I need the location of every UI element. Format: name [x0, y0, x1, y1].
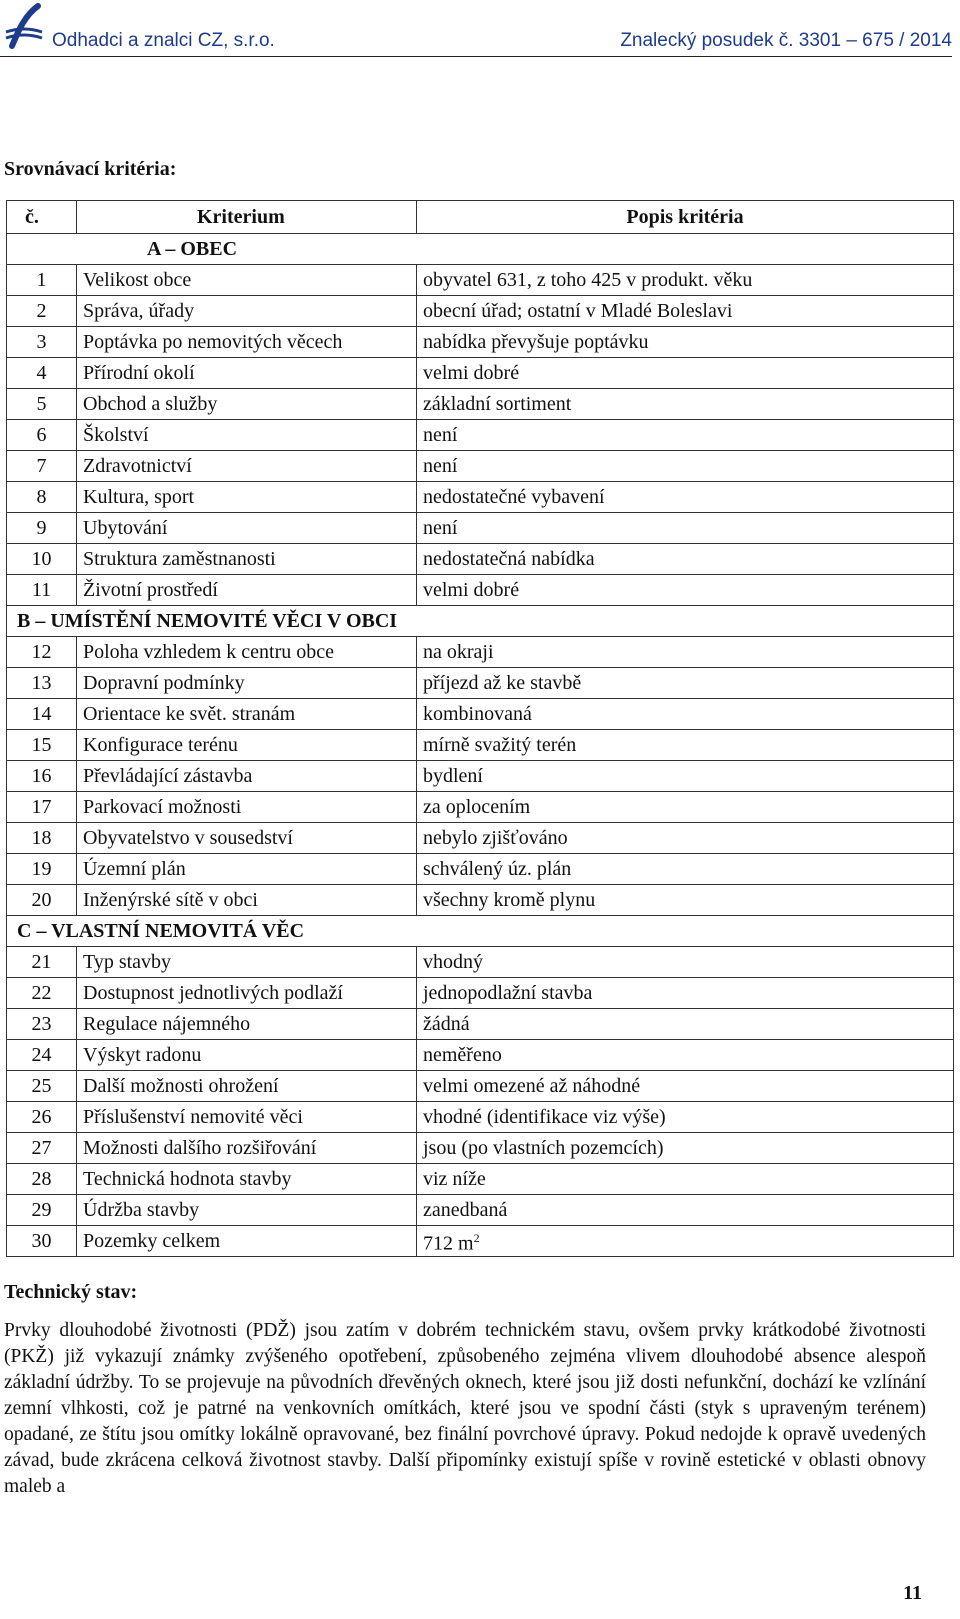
table-row [7, 1102, 954, 1133]
criterion-description [417, 885, 954, 916]
criterion-name: Přírodní okolí [77, 358, 417, 389]
criterion-name: Školství [77, 420, 417, 451]
criterion-name: Pozemky celkem [77, 1226, 417, 1257]
column-header-criterion: Kriterium [77, 201, 417, 234]
description-text: za oplocením [423, 796, 531, 818]
description-text: velmi omezené až náhodné [423, 1075, 641, 1097]
criterion-name: Orientace ke svět. stranám [77, 699, 417, 730]
column-header-description: Popis kritéria [417, 201, 954, 234]
criterion-name: Zdravotnictví [77, 451, 417, 482]
description-text: vhodný [423, 951, 483, 973]
table-row [7, 265, 954, 296]
criterion-name: Velikost obce [77, 265, 417, 296]
criterion-description [417, 575, 954, 606]
description-text: zanedbaná [423, 1199, 508, 1221]
row-number: 30 [7, 1226, 77, 1257]
row-number: 25 [7, 1071, 77, 1102]
criterion-description [417, 1226, 954, 1257]
criterion-name: Příslušenství nemovité věci [77, 1102, 417, 1133]
criterion-name: Obyvatelstvo v sousedství [77, 823, 417, 854]
table-row [7, 978, 954, 1009]
criterion-name: Inženýrské sítě v obci [77, 885, 417, 916]
criterion-description [417, 451, 954, 482]
description-text: není [423, 455, 458, 477]
column-header-number: č. [7, 201, 77, 234]
table-row [7, 420, 954, 451]
description-text: jednopodlažní stavba [423, 982, 593, 1004]
table-row [7, 1164, 954, 1195]
criterion-name: Parkovací možnosti [77, 792, 417, 823]
description-text: všechny kromě plynu [423, 889, 596, 911]
table-row [7, 513, 954, 544]
description-text: nebylo zjišťováno [423, 827, 568, 849]
row-number: 7 [7, 451, 77, 482]
description-text: mírně svažitý terén [423, 734, 577, 756]
criterion-name: Možnosti dalšího rozšiřování [77, 1133, 417, 1164]
criterion-description [417, 792, 954, 823]
row-number: 20 [7, 885, 77, 916]
criterion-description [417, 1133, 954, 1164]
description-text: žádná [423, 1013, 470, 1035]
row-number: 10 [7, 544, 77, 575]
row-number: 27 [7, 1133, 77, 1164]
criterion-name: Struktura zaměstnanosti [77, 544, 417, 575]
criterion-description [417, 1195, 954, 1226]
criterion-description [417, 1071, 954, 1102]
table-row [7, 544, 954, 575]
row-number: 17 [7, 792, 77, 823]
criterion-name: Převládající zástavba [77, 761, 417, 792]
row-number: 23 [7, 1009, 77, 1040]
criterion-description [417, 823, 954, 854]
criterion-name: Dopravní podmínky [77, 668, 417, 699]
table-row [7, 885, 954, 916]
row-number: 21 [7, 947, 77, 978]
row-number: 29 [7, 1195, 77, 1226]
description-text: velmi dobré [423, 579, 520, 601]
description-text: neměřeno [423, 1044, 502, 1066]
criterion-description [417, 389, 954, 420]
description-text: velmi dobré [423, 362, 520, 384]
table-row [7, 854, 954, 885]
row-number: 4 [7, 358, 77, 389]
table-row [7, 699, 954, 730]
comparison-criteria-title: Srovnávací kritéria: [4, 158, 177, 180]
company-logo-icon [4, 2, 44, 52]
criterion-name: Typ stavby [77, 947, 417, 978]
criterion-name: Dostupnost jednotlivých podlaží [77, 978, 417, 1009]
row-number: 24 [7, 1040, 77, 1071]
table-row [7, 1226, 954, 1257]
description-text: není [423, 424, 458, 446]
description-text: vhodné (identifikace viz výše) [423, 1106, 666, 1128]
row-number: 22 [7, 978, 77, 1009]
table-row [7, 482, 954, 513]
row-number: 9 [7, 513, 77, 544]
criterion-name: Kultura, sport [77, 482, 417, 513]
criterion-name: Technická hodnota stavby [77, 1164, 417, 1195]
row-number: 12 [7, 637, 77, 668]
row-number: 14 [7, 699, 77, 730]
description-text: základní sortiment [423, 393, 572, 415]
description-text: nedostatečné vybavení [423, 486, 605, 508]
criterion-description [417, 482, 954, 513]
row-number: 26 [7, 1102, 77, 1133]
description-text: schválený úz. plán [423, 858, 572, 880]
criterion-name: Územní plán [77, 854, 417, 885]
row-number: 1 [7, 265, 77, 296]
criterion-description [417, 265, 954, 296]
criterion-description [417, 513, 954, 544]
description-text: příjezd až ke stavbě [423, 672, 582, 694]
table-row [7, 947, 954, 978]
table-row [7, 1195, 954, 1226]
group-a-rows [7, 265, 954, 606]
description-text: není [423, 517, 458, 539]
group-b-rows [7, 637, 954, 916]
group-a-label: A – OBEC [7, 234, 954, 265]
row-number: 6 [7, 420, 77, 451]
criterion-name: Výskyt radonu [77, 1040, 417, 1071]
criterion-name: Poptávka po nemovitých věcech [77, 327, 417, 358]
table-header-row [7, 201, 954, 234]
row-number: 28 [7, 1164, 77, 1195]
report-number: Znalecký posudek č. 3301 – 675 / 2014 [620, 30, 952, 51]
table-row [7, 1071, 954, 1102]
criterion-description [417, 761, 954, 792]
row-number: 16 [7, 761, 77, 792]
criterion-description [417, 327, 954, 358]
criterion-description [417, 699, 954, 730]
row-number: 2 [7, 296, 77, 327]
technical-state-paragraph: Prvky dlouhodobé životnosti (PDŽ) jsou zatím v dobrém technickém stavu, ovšem prvky krátkodobé životnosti (PKŽ) již vykazují známky zvýšeného opotřebení, způsobeného zejména vlivem dlouhodobé absence alespoň základní údržby. To se projevuje na původních dřevěných oknech, které jsou již dosti nefunkční, dochází ke vzlínání zemní vlhkosti, což je patrné na venkovních omítkách, které jsou ve spodní části (styk s upraveným terénem) opadané, ze štítu jsou omítky lokálně opravované, bez finální povrchové úpravy. Pokud nedojde k opravě uvedených závad, bude zkrácena celková životnost stavby. Další připomínky existují spíše v rovině estetické v oblasti obnovy maleb a [4, 1320, 926, 1497]
description-text: viz níže [423, 1168, 486, 1190]
row-number: 18 [7, 823, 77, 854]
row-number: 13 [7, 668, 77, 699]
criterion-description [417, 296, 954, 327]
description-text: obyvatel 631, z toho 425 v produkt. věku [423, 269, 753, 291]
description-text: jsou (po vlastních pozemcích) [423, 1137, 664, 1159]
group-row-c [7, 916, 954, 947]
table-row [7, 327, 954, 358]
criterion-description [417, 1009, 954, 1040]
row-number: 3 [7, 327, 77, 358]
criterion-description [417, 1040, 954, 1071]
page-number: 11 [903, 1582, 922, 1604]
criterion-description [417, 544, 954, 575]
row-number: 8 [7, 482, 77, 513]
criterion-name: Ubytování [77, 513, 417, 544]
criterion-description [417, 978, 954, 1009]
company-name: Odhadci a znalci CZ, s.r.o. [52, 30, 275, 51]
table-row [7, 451, 954, 482]
criterion-name: Poloha vzhledem k centru obce [77, 637, 417, 668]
table-row [7, 1133, 954, 1164]
criterion-description [417, 668, 954, 699]
group-c-rows [7, 947, 954, 1257]
group-c-label: C – VLASTNÍ NEMOVITÁ VĚC [7, 916, 954, 947]
criteria-table [6, 200, 954, 1257]
criterion-description [417, 947, 954, 978]
criterion-name: Obchod a služby [77, 389, 417, 420]
criterion-name: Životní prostředí [77, 575, 417, 606]
criterion-name: Regulace nájemného [77, 1009, 417, 1040]
table-row [7, 1009, 954, 1040]
description-text: bydlení [423, 765, 483, 787]
criterion-description [417, 637, 954, 668]
criterion-name: Správa, úřady [77, 296, 417, 327]
table-row [7, 823, 954, 854]
description-text: na okraji [423, 641, 494, 663]
technical-state-title: Technický stav: [4, 1281, 138, 1303]
description-text: nedostatečná nabídka [423, 548, 595, 570]
table-row [7, 730, 954, 761]
criterion-description [417, 854, 954, 885]
table-row [7, 358, 954, 389]
description-text: 712 m [423, 1232, 474, 1255]
row-number: 5 [7, 389, 77, 420]
group-row-a [7, 234, 954, 265]
row-number: 11 [7, 575, 77, 606]
criterion-name: Další možnosti ohrožení [77, 1071, 417, 1102]
row-number: 15 [7, 730, 77, 761]
table-row [7, 637, 954, 668]
table-row [7, 389, 954, 420]
table-row [7, 792, 954, 823]
criterion-description [417, 358, 954, 389]
group-b-label: B – UMÍSTĚNÍ NEMOVITÉ VĚCI V OBCI [7, 606, 954, 637]
table-row [7, 761, 954, 792]
table-row [7, 668, 954, 699]
criterion-description [417, 730, 954, 761]
criterion-description [417, 1102, 954, 1133]
row-number: 19 [7, 854, 77, 885]
criterion-name: Konfigurace terénu [77, 730, 417, 761]
description-text: obecní úřad; ostatní v Mladé Boleslavi [423, 300, 733, 322]
criterion-name: Údržba stavby [77, 1195, 417, 1226]
criterion-description [417, 420, 954, 451]
table-row [7, 575, 954, 606]
group-row-b [7, 606, 954, 637]
page-header [0, 0, 952, 57]
description-text: kombinovaná [423, 703, 532, 725]
description-text: nabídka převyšuje poptávku [423, 331, 649, 353]
table-row [7, 1040, 954, 1071]
criterion-description [417, 1164, 954, 1195]
table-row [7, 296, 954, 327]
description-superscript: 2 [473, 1231, 480, 1246]
